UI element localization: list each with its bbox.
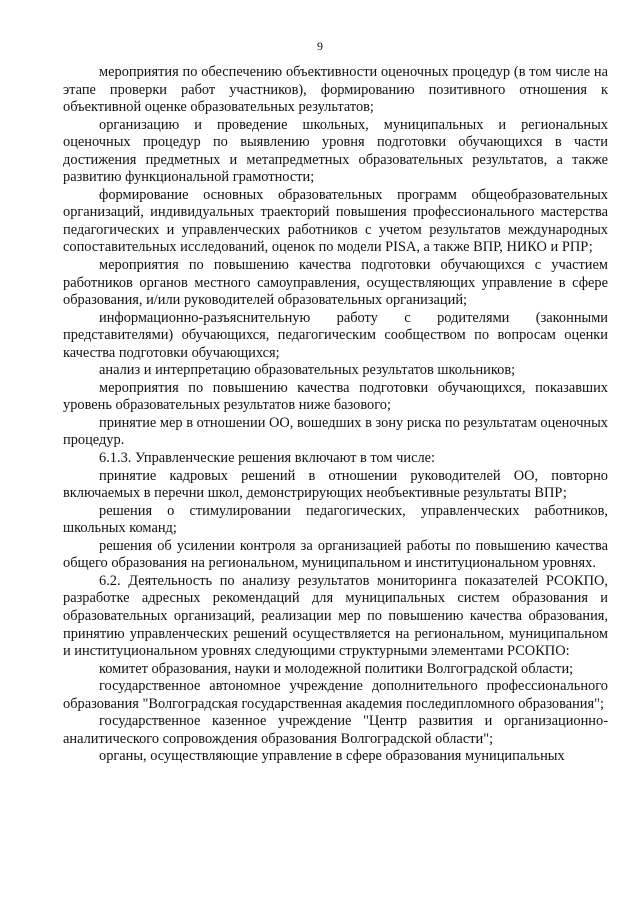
- paragraph-section-6-1-3: 6.1.3. Управленческие решения включают в том числе:: [99, 450, 436, 467]
- paragraph-quality-improvement-local-authorities: мероприятия по повышению качества подготовки обучающихся с участием работников органов местного самоуправления, осуществляющих управление в сфере образования, и/или руководителей образовательных организаций;: [63, 257, 608, 309]
- document-body: [63, 64, 608, 766]
- paragraph-incentive-decisions: решения о стимулировании педагогических, управленческих работников, школьных команд;: [63, 502, 608, 537]
- paragraph-educational-programs: формирование основных образовательных программ общеобразовательных организаций, индивидуальных траекторий повышения профессионального мастерства педагогических и управленческих работников с учетом результатов международных сопоставительных исследований, оценок по модели PISA, а также ВПР, НИКО и РПР;: [63, 186, 608, 256]
- paragraph-personnel-decisions: принятие кадровых решений в отношении руководителей ОО, повторно включаемых в перечни школ, демонстрирующих необъективные результаты ВПР;: [63, 467, 608, 502]
- paragraph-section-6-2: 6.2. Деятельность по анализу результатов мониторинга показателей РСОКПО, разработке адресных рекомендаций для муниципальных систем образования и образовательных организаций, реализации мер по повышению качества образования, принятию управленческих решений осуществляется на региональном, муниципальном и институциональном уровнях следующими структурными элементами РСОКПО:: [63, 572, 608, 660]
- paragraph-risk-zone-measures: принятие мер в отношении ОО, вошедших в зону риска по результатам оценочных процедур.: [63, 414, 608, 449]
- paragraph-development-center: государственное казенное учреждение "Центр развития и организационно-аналитического сопровождения образования Волгоградской области";: [63, 713, 608, 747]
- paragraph-education-committee: комитет образования, науки и молодежной политики Волгоградской области;: [99, 660, 574, 677]
- paragraph-low-results-measures: мероприятия по повышению качества подготовки обучающихся, показавших уровень образовательных результатов ниже базового;: [63, 379, 608, 414]
- paragraph-municipal-bodies: органы, осуществляющие управление в сфере образования муниципальных: [99, 748, 565, 765]
- paragraph-postgraduate-academy: государственное автономное учреждение дополнительного профессионального образования "Волгоградская государственная академия последипломного образования";: [63, 678, 608, 712]
- paragraph-parent-outreach: информационно-разъяснительную работу с родителями (законными представителями) обучающихся, педагогическим сообществом по вопросам оценки качества подготовки обучающихся;: [63, 309, 608, 361]
- paragraph-objectivity-measures: мероприятия по обеспечению объективности оценочных процедур (в том числе на этапе проверки работ участников), формированию позитивного отношения к объективной оценке образовательных результатов;: [63, 64, 608, 116]
- page-number: 9: [317, 39, 323, 53]
- paragraph-assessment-procedures: организацию и проведение школьных, муниципальных и региональных оценочных процедур по выявлению уровня подготовки обучающихся в части достижения предметных и метапредметных образовательных результатов, а также развитию функциональной грамотности;: [63, 116, 608, 186]
- paragraph-results-analysis: анализ и интерпретацию образовательных результатов школьников;: [99, 362, 516, 379]
- paragraph-control-decisions: решения об усилении контроля за организацией работы по повышению качества общего образования на региональном, муниципальном и институциональном уровнях.: [63, 537, 608, 572]
